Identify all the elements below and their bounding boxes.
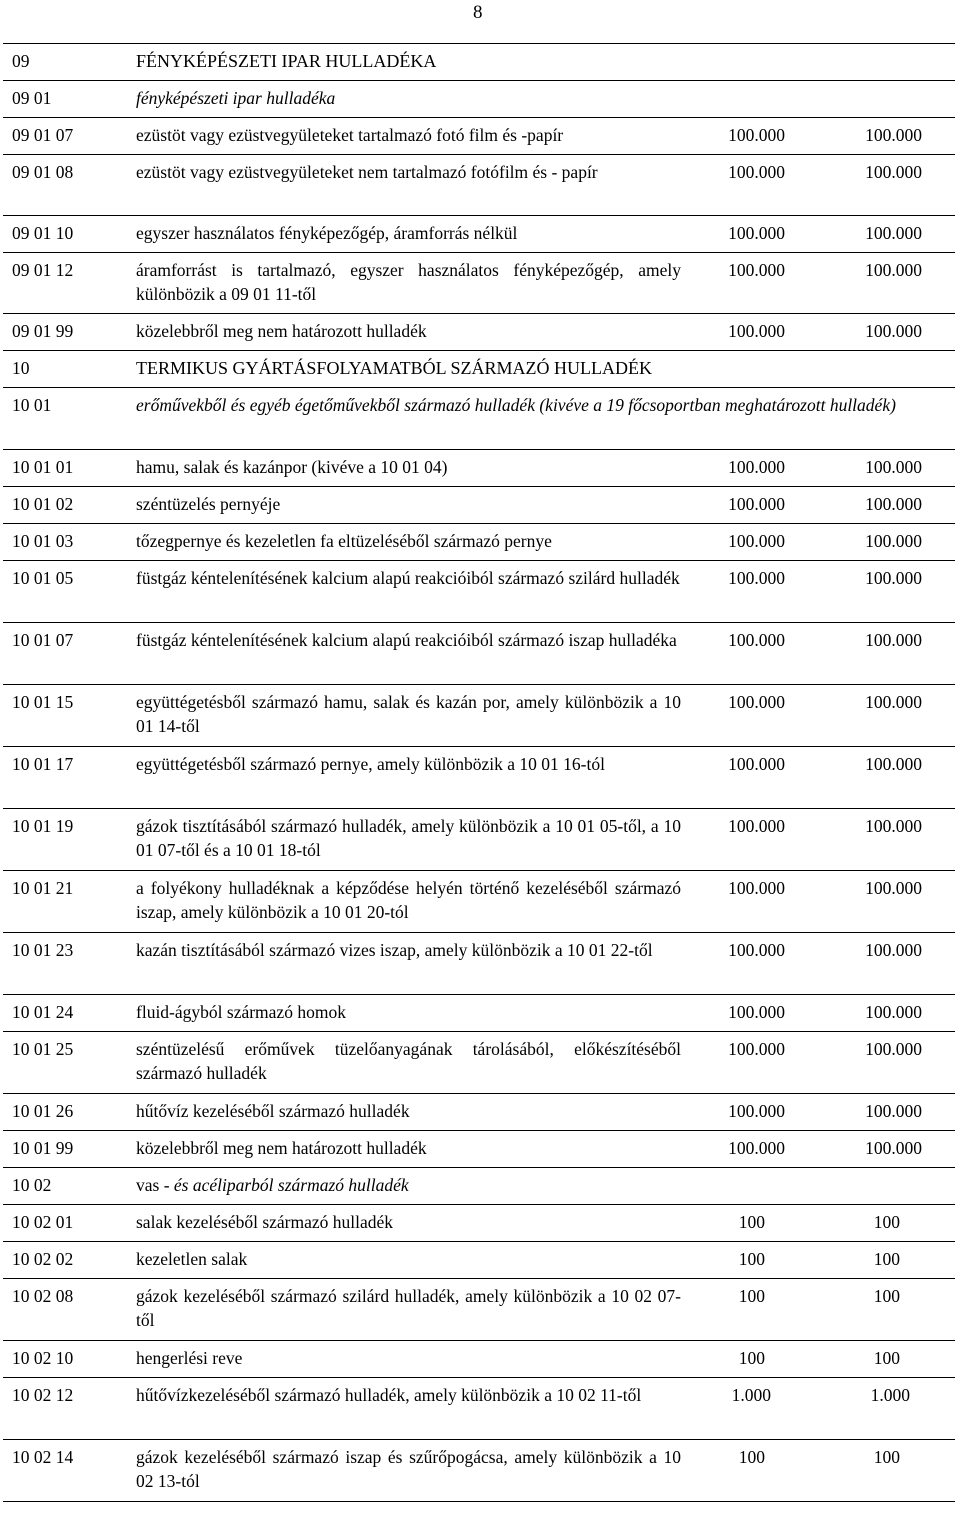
- limit-value-2: 100.000: [865, 223, 922, 243]
- limit-value-2: 100.000: [865, 1101, 922, 1121]
- waste-code: 10 01 23: [12, 940, 74, 960]
- limit-value-1: 100: [738, 1286, 765, 1306]
- waste-description: egyszer használatos fényképezőgép, áramforrás nélkül: [136, 223, 518, 243]
- limit-value-2: 100: [873, 1447, 900, 1467]
- description-plain: vas -: [136, 1175, 174, 1195]
- waste-description: a folyékony hulladéknak a képződése helyén történő kezeléséből származó iszap, amely különbözik a 10 01 20-tól: [136, 878, 681, 922]
- table-row: [3, 81, 955, 118]
- table-row: [3, 314, 955, 351]
- limit-value-1: 100.000: [728, 223, 785, 243]
- table-row: [3, 685, 955, 747]
- waste-description: gázok kezeléséből származó iszap és szűrőpogácsa, amely különbözik a 10 02 13-tól: [136, 1447, 681, 1491]
- limit-value-2: 100.000: [865, 260, 922, 280]
- table-row: [3, 1378, 955, 1440]
- waste-code: 10 02 14: [12, 1447, 74, 1467]
- waste-code: 10 02 10: [12, 1348, 74, 1368]
- limit-value-2: 100: [873, 1212, 900, 1232]
- waste-code: 10 02 02: [12, 1249, 74, 1269]
- waste-code: 09 01 07: [12, 125, 74, 145]
- waste-description: TERMIKUS GYÁRTÁSFOLYAMATBÓL SZÁRMAZÓ HULLADÉK: [136, 358, 652, 378]
- waste-description: ezüstöt vagy ezüstvegyületeket tartalmazó fotó film és -papír: [136, 125, 564, 145]
- limit-value-1: 100.000: [728, 754, 785, 774]
- limit-value-1: 100: [738, 1348, 765, 1368]
- table-row: [3, 1440, 955, 1502]
- table-row: [3, 1205, 955, 1242]
- table-row: [3, 933, 955, 995]
- waste-code: 09 01 99: [12, 321, 74, 341]
- limit-value-2: 100.000: [865, 321, 922, 341]
- limit-value-1: 100.000: [728, 457, 785, 477]
- waste-code: 10 01 15: [12, 692, 74, 712]
- table-row: [3, 1032, 955, 1094]
- waste-code: 10 01 03: [12, 531, 74, 551]
- waste-description: gázok tisztításából származó hulladék, amely különbözik a 10 01 05-től, a 10 01 07-től és a 10 01 18-tól: [136, 816, 681, 860]
- table-row: [3, 871, 955, 933]
- waste-description: [136, 1173, 409, 1197]
- waste-description: tőzegpernye és kezeletlen fa eltüzeléséből származó pernye: [136, 531, 552, 551]
- limit-value-1: 100.000: [728, 494, 785, 514]
- limit-value-2: 100.000: [865, 816, 922, 836]
- table-row: [3, 995, 955, 1032]
- limit-value-2: 100.000: [865, 878, 922, 898]
- waste-code: 10 01: [12, 395, 52, 415]
- waste-code: 10 01 05: [12, 568, 74, 588]
- limit-value-2: 100: [873, 1249, 900, 1269]
- table-row: [3, 155, 955, 216]
- waste-description: hűtővízkezeléséből származó hulladék, amely különbözik a 10 02 11-től: [136, 1385, 642, 1405]
- limit-value-2: 100.000: [865, 692, 922, 712]
- limit-value-2: 100.000: [865, 1138, 922, 1158]
- limit-value-2: 100.000: [865, 125, 922, 145]
- table-row: [3, 1131, 955, 1168]
- table-row: [3, 44, 955, 81]
- waste-code: 10 02: [12, 1175, 52, 1195]
- waste-code: 10 01 99: [12, 1138, 74, 1158]
- limit-value-2: 100.000: [865, 531, 922, 551]
- limit-value-1: 100.000: [728, 630, 785, 650]
- table-row: [3, 118, 955, 155]
- table-row: [3, 1168, 955, 1205]
- table-row: [3, 561, 955, 623]
- waste-code: 09 01 12: [12, 260, 74, 280]
- waste-code: 10 01 02: [12, 494, 74, 514]
- waste-code: 10 01 21: [12, 878, 74, 898]
- limit-value-2: 100.000: [865, 568, 922, 588]
- limit-value-2: 100: [873, 1286, 900, 1306]
- limit-value-1: 100.000: [728, 940, 785, 960]
- table-row: [3, 623, 955, 685]
- table-row: [3, 253, 955, 314]
- waste-description: salak kezeléséből származó hulladék: [136, 1212, 394, 1232]
- waste-code: 10 01 07: [12, 630, 74, 650]
- waste-description: kezeletlen salak: [136, 1249, 248, 1269]
- waste-description: ezüstöt vagy ezüstvegyületeket nem tartalmazó fotófilm és - papír: [136, 162, 598, 182]
- limit-value-1: 1.000: [731, 1385, 771, 1405]
- table-row: [3, 1279, 955, 1341]
- limit-value-2: 100.000: [865, 1002, 922, 1022]
- limit-value-2: 100.000: [865, 630, 922, 650]
- limit-value-1: 100.000: [728, 125, 785, 145]
- table-row: [3, 1094, 955, 1131]
- waste-code: 10 01 25: [12, 1039, 74, 1059]
- waste-description: hűtővíz kezeléséből származó hulladék: [136, 1101, 410, 1121]
- limit-value-1: 100: [738, 1249, 765, 1269]
- table-row: [3, 351, 955, 388]
- limit-value-1: 100: [738, 1212, 765, 1232]
- limit-value-1: 100.000: [728, 162, 785, 182]
- table-row: [3, 747, 955, 809]
- limit-value-1: 100.000: [728, 260, 785, 280]
- waste-code: 09 01 10: [12, 223, 74, 243]
- limit-value-1: 100.000: [728, 878, 785, 898]
- waste-description: fényképészeti ipar hulladéka: [136, 88, 336, 108]
- waste-code: 10 01 01: [12, 457, 74, 477]
- limit-value-2: 100.000: [865, 457, 922, 477]
- limit-value-1: 100.000: [728, 531, 785, 551]
- table-row: [3, 487, 955, 524]
- waste-description: hengerlési reve: [136, 1348, 243, 1368]
- table-row: [3, 450, 955, 487]
- limit-value-1: 100.000: [728, 692, 785, 712]
- limit-value-2: 100.000: [865, 162, 922, 182]
- waste-description: FÉNYKÉPÉSZETI IPAR HULLADÉKA: [136, 51, 437, 71]
- waste-description: fluid-ágyból származó homok: [136, 1002, 346, 1022]
- waste-description: együttégetésből származó hamu, salak és kazán por, amely különbözik a 10 01 14-től: [136, 692, 681, 736]
- page-number: 8: [473, 2, 483, 23]
- limit-value-2: 100.000: [865, 494, 922, 514]
- waste-description: széntüzelésű erőművek tüzelőanyagának tárolásából, előkészítéséből származó hulladék: [136, 1039, 681, 1083]
- limit-value-1: 100.000: [728, 1101, 785, 1121]
- waste-code: 10 01 26: [12, 1101, 74, 1121]
- limit-value-2: 100.000: [865, 940, 922, 960]
- table-row: [3, 1242, 955, 1279]
- waste-description: füstgáz kéntelenítésének kalcium alapú reakcióiból származó szilárd hulladék: [136, 568, 680, 588]
- table-row: [3, 388, 955, 450]
- waste-description: füstgáz kéntelenítésének kalcium alapú reakcióiból származó iszap hulladéka: [136, 630, 677, 650]
- waste-code: 10: [12, 358, 30, 378]
- limit-value-1: 100.000: [728, 1138, 785, 1158]
- waste-code: 10 01 19: [12, 816, 74, 836]
- waste-description: gázok kezeléséből származó szilárd hulladék, amely különbözik a 10 02 07-től: [136, 1286, 681, 1330]
- waste-code: 10 01 17: [12, 754, 74, 774]
- table-row: [3, 524, 955, 561]
- waste-code: 09: [12, 51, 30, 71]
- waste-description: együttégetésből származó pernye, amely különbözik a 10 01 16-tól: [136, 754, 605, 774]
- waste-description: közelebbről meg nem határozott hulladék: [136, 1138, 427, 1158]
- waste-description: széntüzelés pernyéje: [136, 494, 281, 514]
- waste-code: 10 02 08: [12, 1286, 74, 1306]
- limit-value-1: 100.000: [728, 1039, 785, 1059]
- limit-value-1: 100.000: [728, 816, 785, 836]
- limit-value-2: 100: [873, 1348, 900, 1368]
- limit-value-2: 100.000: [865, 754, 922, 774]
- waste-code: 10 01 24: [12, 1002, 74, 1022]
- waste-code: 09 01 08: [12, 162, 74, 182]
- table-row: [3, 1341, 955, 1378]
- limit-value-1: 100: [738, 1447, 765, 1467]
- limit-value-1: 100.000: [728, 1002, 785, 1022]
- limit-value-1: 100.000: [728, 321, 785, 341]
- waste-description: erőművekből és egyéb égetőművekből származó hulladék (kivéve a 19 főcsoportban meghatározott hulladék): [136, 395, 896, 415]
- waste-code: 10 02 01: [12, 1212, 74, 1232]
- limit-value-2: 100.000: [865, 1039, 922, 1059]
- waste-description: áramforrást is tartalmazó, egyszer használatos fényképezőgép, amely különbözik a 09 01 11-től: [136, 260, 681, 304]
- waste-description: hamu, salak és kazánpor (kivéve a 10 01 04): [136, 457, 448, 477]
- description-italic: és acéliparból származó hulladék: [173, 1175, 409, 1195]
- waste-description: közelebbről meg nem határozott hulladék: [136, 321, 427, 341]
- waste-code-table: [3, 43, 955, 1502]
- waste-description: kazán tisztításából származó vizes iszap, amely különbözik a 10 01 22-től: [136, 940, 653, 960]
- limit-value-2: 1.000: [870, 1385, 910, 1405]
- limit-value-1: 100.000: [728, 568, 785, 588]
- waste-code: 09 01: [12, 88, 52, 108]
- table-row: [3, 809, 955, 871]
- waste-code: 10 02 12: [12, 1385, 74, 1405]
- table-row: [3, 216, 955, 253]
